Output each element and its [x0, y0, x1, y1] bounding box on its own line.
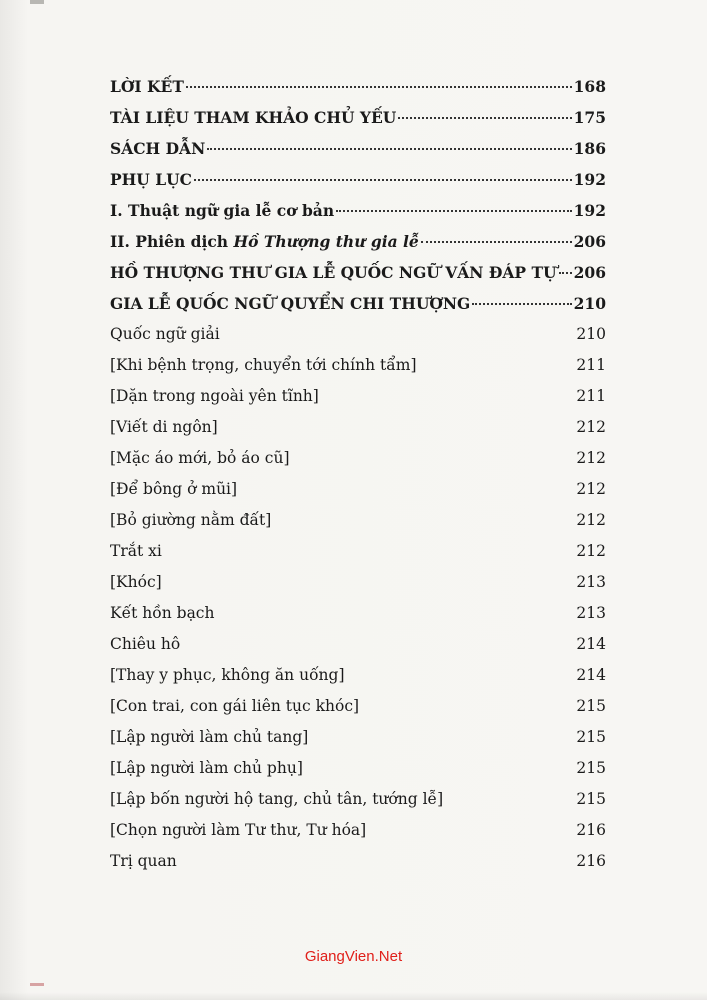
toc-entry — [110, 443, 606, 474]
leader-spacer — [305, 768, 575, 769]
toc-entry-title: [Mặc áo mới, bỏ áo cũ] — [110, 449, 290, 467]
toc-entry-title: GIA LỄ QUỐC NGỮ QUYỂN CHI THƯỢNG — [110, 294, 471, 313]
toc-entry-page: 215 — [576, 728, 606, 746]
dot-leader — [194, 178, 572, 181]
page-edge-mark-bottom — [30, 983, 44, 986]
leader-spacer — [321, 396, 575, 397]
leader-spacer — [164, 582, 575, 583]
leader-spacer — [347, 675, 575, 676]
toc-entry-title: Trắt xi — [110, 542, 162, 560]
toc-entry-page: 215 — [576, 759, 606, 777]
toc-entry-page: 212 — [576, 542, 606, 560]
toc-entry — [110, 71, 606, 102]
dot-leader — [472, 302, 571, 305]
leader-spacer — [179, 861, 575, 862]
toc-entry-page: 212 — [576, 418, 606, 436]
toc-entry — [110, 164, 606, 195]
watermark-link[interactable]: GiangVien.Net — [304, 948, 403, 965]
toc-entry-title: [Viết di ngôn] — [110, 418, 218, 436]
leader-spacer — [310, 737, 574, 738]
toc-entry-title: LỜI KẾT — [110, 77, 184, 96]
toc-entry — [110, 846, 606, 877]
page-edge-mark — [30, 0, 44, 4]
toc-entry-page: 211 — [576, 387, 606, 405]
toc-entry-page: 212 — [576, 511, 606, 529]
dot-leader — [207, 147, 571, 150]
toc-entry-title: [Khóc] — [110, 573, 162, 591]
leader-spacer — [216, 613, 574, 614]
toc-entry-title: [Thay y phục, không ăn uống] — [110, 666, 345, 684]
toc-entry — [110, 195, 606, 226]
toc-entry-title: [Dặn trong ngoài yên tĩnh] — [110, 387, 319, 405]
leader-spacer — [292, 458, 575, 459]
toc-entry-page: 215 — [576, 697, 606, 715]
toc-entry-page: 213 — [576, 573, 606, 591]
leader-spacer — [445, 799, 574, 800]
toc-entry-title: HỒ THƯỢNG THƯ GIA LỄ QUỐC NGỮ VẤN ĐÁP TỰ — [110, 263, 557, 282]
toc-entry-title: [Lập người làm chủ phụ] — [110, 759, 303, 777]
toc-entry-title: [Bỏ giường nằm đất] — [110, 511, 272, 529]
toc-entry-title: SÁCH DẪN — [110, 139, 206, 158]
dot-leader — [421, 240, 572, 243]
toc-entry — [110, 567, 606, 598]
toc-entry — [110, 691, 606, 722]
toc-entry — [110, 784, 606, 815]
toc-entry-page: 215 — [576, 790, 606, 808]
toc-entry-page: 210 — [573, 294, 606, 313]
leader-spacer — [419, 365, 575, 366]
toc-entry-title: [Để bông ở mũi] — [110, 480, 238, 498]
toc-entry-page: 214 — [576, 666, 606, 684]
table-of-contents — [110, 71, 606, 877]
toc-entry-title: [Lập người làm chủ tang] — [110, 728, 309, 746]
toc-entry-page: 192 — [573, 201, 606, 220]
toc-entry-title: [Lập bốn người hộ tang, chủ tân, tướng lễ] — [110, 790, 444, 808]
toc-entry-page: 175 — [573, 108, 606, 127]
toc-entry — [110, 102, 606, 133]
toc-entry-title: TÀI LIỆU THAM KHẢO CHỦ YẾU — [110, 108, 397, 127]
toc-entry-title: [Khi bệnh trọng, chuyển tới chính tẩm] — [110, 356, 417, 374]
toc-entry — [110, 350, 606, 381]
toc-entry — [110, 226, 606, 257]
toc-entry — [110, 381, 606, 412]
toc-entry-page: 210 — [576, 325, 606, 343]
toc-entry — [110, 629, 606, 660]
leader-spacer — [273, 520, 574, 521]
toc-entry — [110, 536, 606, 567]
toc-entry-page: 206 — [573, 232, 606, 251]
toc-entry-title: [Chọn người làm Tư thư, Tư hóa] — [110, 821, 367, 839]
toc-entry-page: 212 — [576, 480, 606, 498]
toc-entry — [110, 660, 606, 691]
toc-entry-title-prefix: II. Phiên dịch — [110, 232, 234, 251]
toc-entry-title: I. Thuật ngữ gia lễ cơ bản — [110, 201, 335, 220]
toc-entry — [110, 505, 606, 536]
toc-entry — [110, 319, 606, 350]
toc-entry-title: Kết hồn bạch — [110, 604, 215, 622]
toc-entry — [110, 722, 606, 753]
toc-entry-page: 216 — [576, 852, 606, 870]
toc-entry-page: 216 — [576, 821, 606, 839]
toc-entry-page: 206 — [573, 263, 606, 282]
toc-entry — [110, 412, 606, 443]
toc-entry-page: 192 — [573, 170, 606, 189]
toc-entry-page: 186 — [573, 139, 606, 158]
toc-entry-title — [110, 226, 419, 257]
toc-entry — [110, 815, 606, 846]
toc-entry-title: Quốc ngữ giải — [110, 325, 220, 343]
toc-entry-title: [Con trai, con gái liên tục khóc] — [110, 697, 360, 715]
toc-entry — [110, 598, 606, 629]
toc-entry-title: Trị quan — [110, 852, 177, 870]
leader-spacer — [220, 427, 575, 428]
leader-spacer — [164, 551, 575, 552]
dot-leader — [398, 116, 571, 119]
dot-leader — [186, 85, 572, 88]
toc-entry-title-italic: Hồ Thượng thư gia lễ — [233, 232, 419, 251]
page-bottom-shadow — [0, 992, 707, 1000]
toc-entry — [110, 257, 606, 288]
toc-entry-title: PHỤ LỤC — [110, 170, 192, 189]
leader-spacer — [239, 489, 574, 490]
leader-spacer — [222, 334, 575, 335]
toc-entry-page: 168 — [573, 77, 606, 96]
dot-leader — [559, 271, 572, 274]
dot-leader — [336, 209, 572, 212]
leader-spacer — [368, 830, 574, 831]
leader-spacer — [182, 644, 574, 645]
toc-entry-page: 213 — [576, 604, 606, 622]
toc-entry-page: 211 — [576, 356, 606, 374]
toc-entry-page: 214 — [576, 635, 606, 653]
toc-entry — [110, 753, 606, 784]
leader-spacer — [361, 706, 574, 707]
toc-entry — [110, 133, 606, 164]
toc-entry — [110, 474, 606, 505]
toc-entry — [110, 288, 606, 319]
toc-entry-title: Chiêu hô — [110, 635, 181, 653]
toc-entry-page: 212 — [576, 449, 606, 467]
